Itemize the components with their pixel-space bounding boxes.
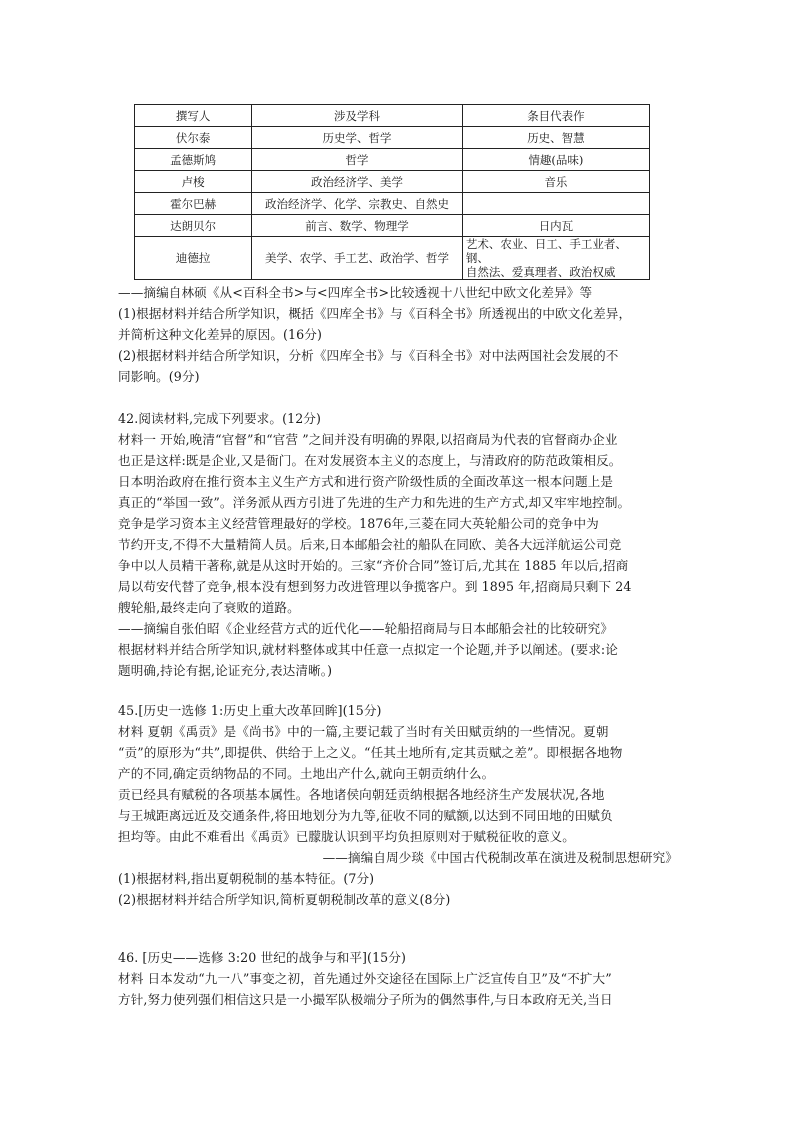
q45-title: 45.[历史一选修 1:历史上重大改革回眸](15分) bbox=[118, 703, 382, 718]
table-row bbox=[135, 215, 650, 237]
table-cell: 前言、数学、物理学 bbox=[252, 215, 463, 237]
table-header-row bbox=[135, 105, 650, 127]
q42-material-line: 竞争是学习资本主义经营管理最好的学校。1876年,三菱在同大英轮船公司的竞争中为 bbox=[118, 516, 599, 531]
q42-title: 42.阅读材料,完成下列要求。(12分) bbox=[118, 411, 322, 426]
table-cell: 哲学 bbox=[252, 149, 463, 171]
q45-source: ——摘编自周少琰《中国古代税制改革在演进及税制思想研究》 bbox=[322, 850, 678, 865]
table-cell: 孟德斯鸠 bbox=[135, 149, 252, 171]
q45-material-line: 担均等。由此不难看出《禹贡》已朦胧认识到平均负担原则对于赋税征收的意义。 bbox=[118, 829, 575, 844]
table-cell: 政治经济学、化学、宗教史、自然史 bbox=[252, 193, 463, 215]
q46-material-line: 方针,努力使列强们相信这只是一小撮军队极端分子所为的偶然事件,与日本政府无关,当日 bbox=[118, 992, 613, 1007]
q45-material-line: 材料 夏朝《禹贡》是《尚书》中的一篇,主要记载了当时有关田赋贡纳的一些情况。夏朝 bbox=[118, 724, 609, 739]
q45-material-line: “贡”的原形为“共”,即提供、供给于上之义。“任其土地所有,定其贡赋之差”。即根据各地物 bbox=[118, 745, 623, 760]
q42-material-line: 也正是这样:既是企业,又是衙门。在对发展资本主义的态度上，与清政府的防范政策相反。 bbox=[118, 453, 622, 468]
table-row bbox=[135, 171, 650, 193]
q41-source: ——摘编自林硕《从<百科全书>与<四库全书>比较透视十八世纪中欧文化差异》等 bbox=[118, 285, 593, 300]
table-cell: 达朗贝尔 bbox=[135, 215, 252, 237]
table-cell: 情趣(品味) bbox=[462, 149, 649, 171]
q45-material-line: 贡已经具有赋税的各项基本属性。各地诸侯向朝廷贡纳根据各地经济生产发展状况,各地 bbox=[118, 787, 605, 802]
q42-requirement-line: 根据材料并结合所学知识,就材料整体或其中任意一点拟定一个论题,并予以阐述。(要求:论 bbox=[118, 642, 618, 657]
q42-material-line: 艘轮船,最终走向了衰败的道路。 bbox=[118, 600, 300, 615]
q46-title: 46. [历史——选修 3:20 世纪的战争与和平](15分) bbox=[118, 950, 407, 965]
q45-material-line: 与王城距离远近及交通条件,将田地划分为九等,征收不同的赋额,以达到不同田地的田赋负 bbox=[118, 808, 613, 823]
q41-sub2-line1: (2)根据材料并结合所学知识，分析《四库全书》与《百科全书》对中法两国社会发展的不 bbox=[118, 348, 619, 363]
table-row bbox=[135, 127, 650, 149]
table-cell: 音乐 bbox=[462, 171, 649, 193]
table-cell: 历史学、哲学 bbox=[252, 127, 463, 149]
table-cell: 日内瓦 bbox=[462, 215, 649, 237]
q42-requirement-line: 题明确,持论有据,论证充分,表达清晰。) bbox=[118, 663, 333, 678]
q42-source: ——摘编自张伯昭《企业经营方式的近代化——轮船招商局与日本邮船会社的比较研究》 bbox=[118, 621, 614, 636]
q42-material-line: 争中以人员精干著称,就是从这时开始的。三家“齐价合同”签订后,尤其在 1885 年以后,招商 bbox=[118, 558, 629, 573]
table-cell: 历史、智慧 bbox=[462, 127, 649, 149]
q42-material-line: 真正的“举国一致”。洋务派从西方引进了先进的生产力和先进的生产方式,却又牢牢地控制。 bbox=[118, 495, 631, 510]
q42-material-line: 局以苟安代替了竞争,根本没有想到努力改进管理以争揽客户。到 1895 年,招商局只剩下 24 bbox=[118, 579, 632, 594]
table-cell: 政治经济学、美学 bbox=[252, 171, 463, 193]
q46-material-line: 材料 日本发动“九一八”事变之初，首先通过外交途径在国际上广泛宣传自卫”及“不扩大” bbox=[118, 971, 612, 986]
table-cell: 美学、农学、手工艺、政治学、哲学 bbox=[252, 237, 463, 280]
q42-material-line: 材料一 开始,晚清“官督”和“官营 ”之间并没有明确的界限,以招商局为代表的官督商办企业 bbox=[118, 432, 618, 447]
q42-material-line: 日本明治政府在推行资本主义生产方式和进行资产阶级性质的全面改革这一根本问题上是 bbox=[118, 474, 614, 489]
encyclopedia-authors-table bbox=[134, 104, 650, 280]
table-row bbox=[135, 237, 650, 280]
table-row bbox=[135, 193, 650, 215]
q45-sub2: (2)根据材料并结合所学知识,简析夏朝税制改革的意义(8分) bbox=[118, 892, 451, 907]
table-cell: 艺术、农业、日工、手工业者、钢、 自然法、爱真理者、政治权威 bbox=[462, 237, 649, 280]
table-cell: 霍尔巴赫 bbox=[135, 193, 252, 215]
table-header-cell: 撰写人 bbox=[135, 105, 252, 127]
q41-sub1-line2: 并简析这种文化差异的原因。(16分) bbox=[118, 327, 322, 342]
q41-sub2-line2: 同影响。(9分) bbox=[118, 369, 200, 384]
q42-material-line: 节约开支,不得不大量精简人员。后来,日本邮船会社的船队在同欧、美各大远洋航运公司竞 bbox=[118, 537, 622, 552]
table-cell: 卢梭 bbox=[135, 171, 252, 193]
q45-sub1: (1)根据材料,指出夏朝税制的基本特征。(7分) bbox=[118, 871, 375, 886]
table-cell: 伏尔泰 bbox=[135, 127, 252, 149]
table-header-cell: 条目代表作 bbox=[462, 105, 649, 127]
table-header-cell: 涉及学科 bbox=[252, 105, 463, 127]
table-cell: 迪德拉 bbox=[135, 237, 252, 280]
q45-material-line: 产的不同,确定贡纳物品的不同。土地出产什么,就向王朝贡纳什么。 bbox=[118, 766, 495, 781]
table-row bbox=[135, 149, 650, 171]
q41-sub1-line1: (1)根据材料并结合所学知识，概括《四库全书》与《百科全书》所透视出的中欧文化差异， bbox=[118, 306, 632, 321]
table-cell bbox=[462, 193, 649, 215]
